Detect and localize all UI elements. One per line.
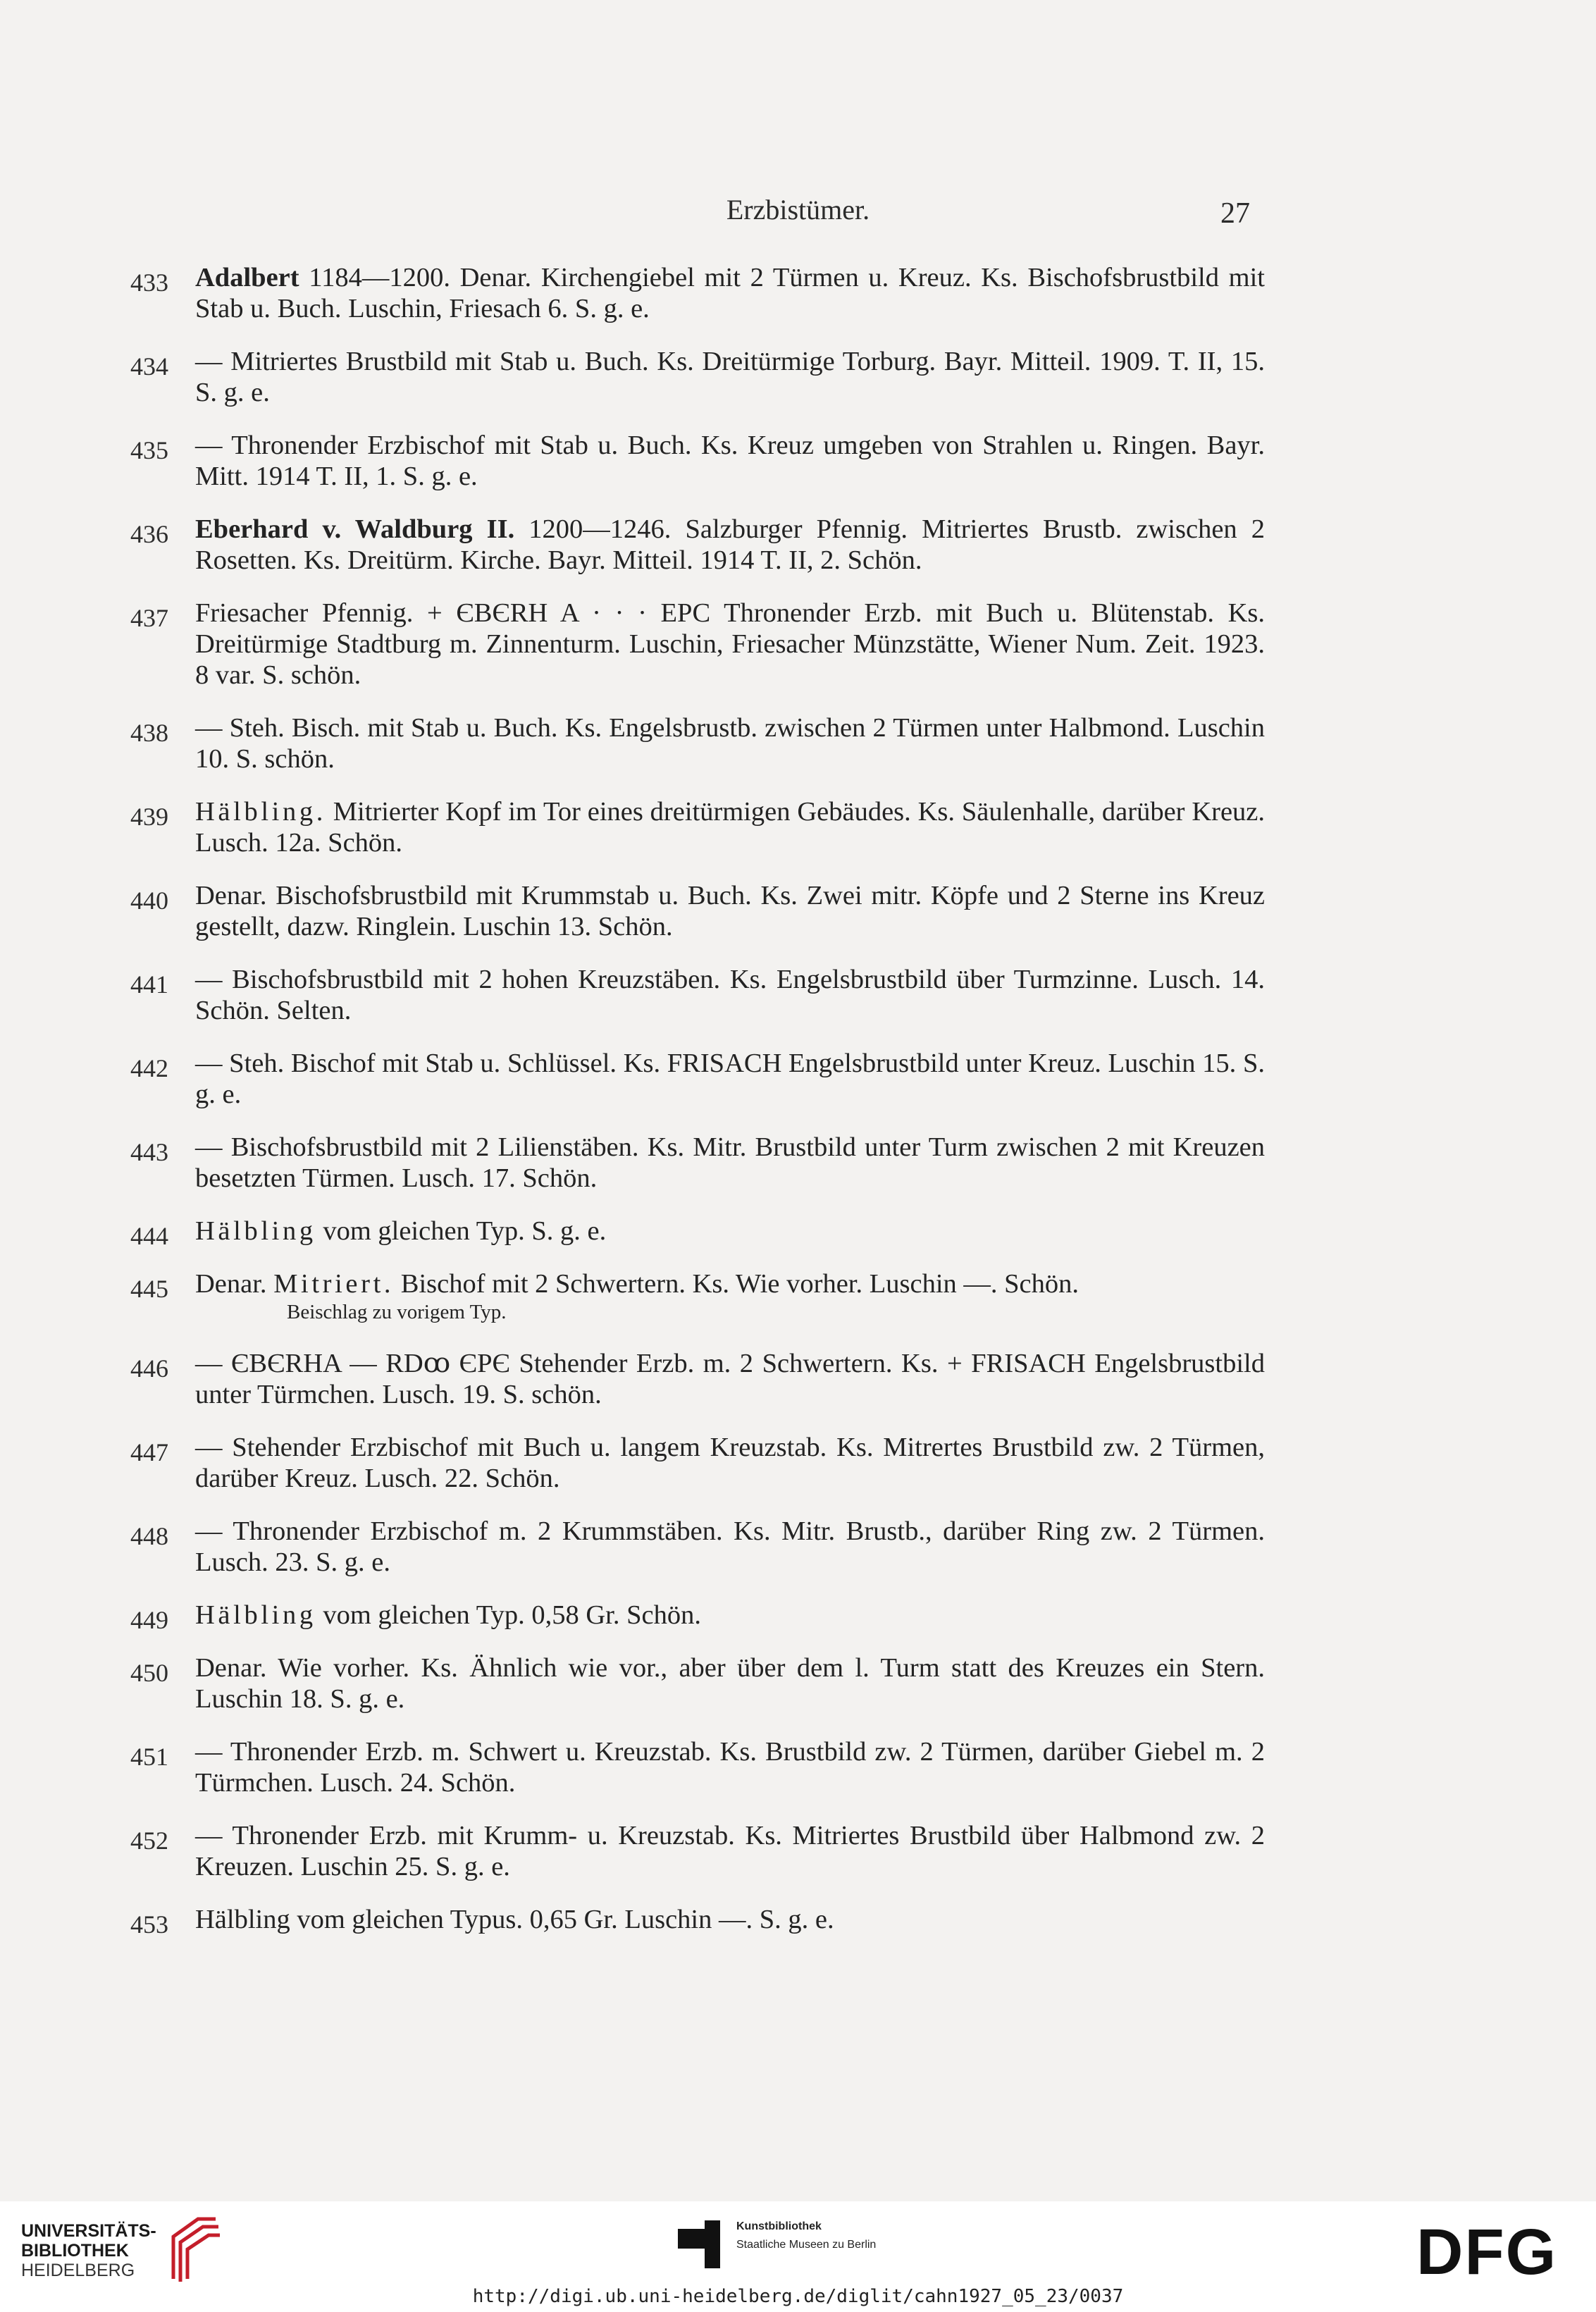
- entry-text-segment: Denar.: [195, 1269, 274, 1299]
- entry-description: [195, 1048, 1265, 1110]
- entry-spaced-term: Mitriert.: [273, 1269, 395, 1299]
- entry-text-segment: vom gleichen Typ. S. g. e.: [316, 1216, 607, 1246]
- entry-text-segment: 1184—1200. Denar. Kirchengiebel mit 2 Türmen u. Kreuz. Ks. Bischofsbrustbild mit Stab u. Buch. Luschin, Friesach 6. S. g. e.: [195, 263, 1265, 323]
- catalogue-entry: [130, 1348, 1265, 1410]
- entry-description: [195, 1652, 1265, 1714]
- catalogue-entry: [130, 1132, 1265, 1194]
- entry-description: [195, 712, 1265, 774]
- entry-description: [195, 430, 1265, 492]
- catalogue-entry: [130, 1268, 1265, 1326]
- entry-number: 443: [130, 1138, 168, 1166]
- source-url[interactable]: http://digi.ub.uni-heidelberg.de/diglit/cahn1927_05_23/0037: [472, 2286, 1124, 2307]
- entry-text-segment: — Steh. Bisch. mit Stab u. Buch. Ks. Engelsbrustb. zwischen 2 Türmen unter Halbmond. Luschin 10. S. schön.: [195, 713, 1265, 774]
- entry-description: [195, 1348, 1265, 1410]
- entry-number: 439: [130, 803, 168, 831]
- entry-text-segment: vom gleichen Typ. 0,58 Gr. Schön.: [316, 1600, 701, 1630]
- entry-description: [195, 796, 1265, 858]
- catalogue-entry: [130, 1432, 1265, 1494]
- catalogue-entry: [130, 346, 1265, 408]
- entry-number: 447: [130, 1438, 168, 1466]
- entry-description: [195, 262, 1265, 324]
- entry-number: 437: [130, 604, 168, 632]
- entry-number: 446: [130, 1354, 168, 1383]
- catalogue-entry: [130, 1216, 1265, 1250]
- entry-text-segment: — ЄBЄRHA — RDꝏ ЄPЄ Stehender Erzb. m. 2 Schwertern. Ks. + FRISACH Engelsbrustbild unter Türmchen. Lusch. 19. S. schön.: [195, 1349, 1265, 1409]
- entry-number: 444: [130, 1222, 168, 1250]
- catalogue-entry: [130, 430, 1265, 492]
- entry-text-segment: Bischof mit 2 Schwertern. Ks. Wie vorher. Luschin —. Schön.: [394, 1269, 1080, 1299]
- catalogue-entry: [130, 1736, 1265, 1798]
- entry-description: [195, 1432, 1265, 1494]
- entry-text-segment: — Thronender Erzb. mit Krumm- u. Kreuzstab. Ks. Mitriertes Brustbild über Halbmond zw. 2 Kreuzen. Luschin 25. S. g. e.: [195, 1821, 1265, 1881]
- entry-spaced-term: Hälbling: [195, 1216, 316, 1246]
- kunstbibliothek-logo[interactable]: [678, 2216, 932, 2273]
- entry-text-segment: Friesacher Pfennig. + ЄBЄRH A · · · EPC Thronender Erzb. mit Buch u. Blütenstab. Ks. Dreitürmige Stadtburg m. Zinnenturm. Luschin, Friesacher Münzstätte, Wiener Num. Zeit. 1923. 8 var. S. schön.: [195, 598, 1265, 690]
- page-number: 27: [1220, 197, 1250, 230]
- entry-number: 453: [130, 1910, 168, 1939]
- catalogue-entry: [130, 262, 1265, 324]
- entry-number: 436: [130, 520, 168, 548]
- entry-description: [195, 1268, 1265, 1299]
- entry-number: 440: [130, 886, 168, 915]
- kb-title: Kunstbibliothek: [736, 2220, 822, 2232]
- entry-text-segment: — Stehender Erzbischof mit Buch u. langem Kreuzstab. Ks. Mitrertes Brustbild zw. 2 Türmen, darüber Kreuz. Lusch. 22. Schön.: [195, 1433, 1265, 1493]
- entry-text-segment: Denar. Wie vorher. Ks. Ähnlich wie vor., aber über dem l. Turm statt des Kreuzes ein Stern. Luschin 18. S. g. e.: [195, 1653, 1265, 1714]
- entry-text-segment: — Bischofsbrustbild mit 2 Lilienstäben. Ks. Mitr. Brustbild unter Turm zwischen 2 mit Kreuzen besetzten Türmen. Lusch. 17. Schön.: [195, 1132, 1265, 1193]
- catalogue-entry: [130, 1516, 1265, 1578]
- entry-number: 433: [130, 268, 168, 297]
- entry-note: Beischlag zu vorigem Typ.: [287, 1301, 507, 1323]
- entry-description: [195, 514, 1265, 576]
- catalogue-entry: [130, 712, 1265, 774]
- entry-description: [195, 598, 1265, 691]
- entry-number: 442: [130, 1054, 168, 1082]
- entry-description: [195, 1736, 1265, 1798]
- entry-description: [195, 1600, 1265, 1631]
- entry-text-segment: — Thronender Erzbischof mit Stab u. Buch. Ks. Kreuz umgeben von Strahlen u. Ringen. Bayr. Mitt. 1914 T. II, 1. S. g. e.: [195, 431, 1265, 491]
- entry-text-segment: Mitrierter Kopf im Tor eines dreitürmigen Gebäudes. Ks. Säulenhalle, darüber Kreuz. Lusch. 12a. Schön.: [195, 797, 1265, 858]
- entry-text-segment: — Mitriertes Brustbild mit Stab u. Buch. Ks. Dreitürmige Torburg. Bayr. Mitteil. 1909. T. II, 15. S. g. e.: [195, 347, 1265, 407]
- entry-number: 451: [130, 1743, 168, 1771]
- entry-text-segment: — Steh. Bischof mit Stab u. Schlüssel. Ks. FRISACH Engelsbrustbild unter Kreuz. Luschin 15. S. g. e.: [195, 1049, 1265, 1109]
- entry-description: [195, 1516, 1265, 1578]
- entry-text-segment: — Bischofsbrustbild mit 2 hohen Kreuzstäben. Ks. Engelsbrustbild über Turmzinne. Lusch. 14. Schön. Selten.: [195, 965, 1265, 1025]
- entry-number: 448: [130, 1522, 168, 1550]
- entry-number: 450: [130, 1659, 168, 1687]
- entry-number: 434: [130, 352, 168, 381]
- entry-description: [195, 1820, 1265, 1882]
- entry-number: 438: [130, 719, 168, 747]
- catalogue-entry: [130, 1652, 1265, 1714]
- entry-text-segment: Hälbling vom gleichen Typus. 0,65 Gr. Luschin —. S. g. e.: [195, 1905, 834, 1934]
- dfg-logo[interactable]: DFG: [1416, 2216, 1558, 2288]
- entry-text-segment: 1200—1246. Salzburger Pfennig. Mitriertes Brustb. zwischen 2 Rosetten. Ks. Dreitürm. Kirche. Bayr. Mitteil. 1914 T. II, 2. Schön.: [195, 514, 1265, 575]
- catalogue-entry: [130, 880, 1265, 942]
- catalogue-entries: [130, 262, 1265, 1957]
- entry-spaced-term: Hälbling: [195, 1600, 316, 1630]
- ub-logo-line-1: UNIVERSITÄTS-: [21, 2221, 156, 2241]
- catalogue-entry: [130, 1600, 1265, 1634]
- entry-number: 452: [130, 1826, 168, 1855]
- kb-subtitle: Staatliche Museen zu Berlin: [736, 2239, 877, 2251]
- catalogue-entry: [130, 1048, 1265, 1110]
- entry-description: [195, 1216, 1265, 1247]
- entry-description: [195, 880, 1265, 942]
- catalogue-entry: [130, 598, 1265, 691]
- entry-description: [195, 346, 1265, 408]
- catalogue-entry: [130, 514, 1265, 576]
- ub-logo-line-2: BIBLIOTHEK: [21, 2241, 129, 2261]
- entry-text-segment: Denar. Bischofsbrustbild mit Krummstab u. Buch. Ks. Zwei mitr. Köpfe und 2 Sterne ins Kreuz gestellt, dazw. Ringlein. Luschin 13. Schön.: [195, 881, 1265, 941]
- entry-description: [195, 1904, 1265, 1935]
- entry-text-segment: — Thronender Erzb. m. Schwert u. Kreuzstab. Ks. Brustbild zw. 2 Türmen, darüber Giebel m. 2 Türmchen. Lusch. 24. Schön.: [195, 1737, 1265, 1798]
- catalogue-entry: [130, 1904, 1265, 1939]
- running-title: Erzbistümer.: [726, 194, 870, 225]
- entry-description: [195, 1132, 1265, 1194]
- entry-number: 445: [130, 1275, 168, 1303]
- catalogue-entry: [130, 1820, 1265, 1882]
- catalogue-entry: [130, 796, 1265, 858]
- ub-logo-line-3: HEIDELBERG: [21, 2261, 135, 2280]
- catalogue-entry: [130, 964, 1265, 1026]
- ub-heidelberg-logo[interactable]: [21, 2221, 156, 2280]
- entry-ruler-name: Eberhard v. Waldburg II.: [195, 514, 515, 544]
- entry-number: 449: [130, 1606, 168, 1634]
- kunstbibliothek-emblem-icon: [678, 2220, 720, 2268]
- entry-text-segment: — Thronender Erzbischof m. 2 Krummstäben. Ks. Mitr. Brustb., darüber Ring zw. 2 Türmen. Lusch. 23. S. g. e.: [195, 1516, 1265, 1577]
- entry-ruler-name: Adalbert: [195, 263, 299, 292]
- entry-number: 435: [130, 436, 168, 464]
- entry-spaced-term: Hälbling.: [195, 797, 326, 827]
- entry-description: [195, 964, 1265, 1026]
- ub-heidelberg-emblem-icon: [159, 2208, 223, 2286]
- entry-number: 441: [130, 970, 168, 999]
